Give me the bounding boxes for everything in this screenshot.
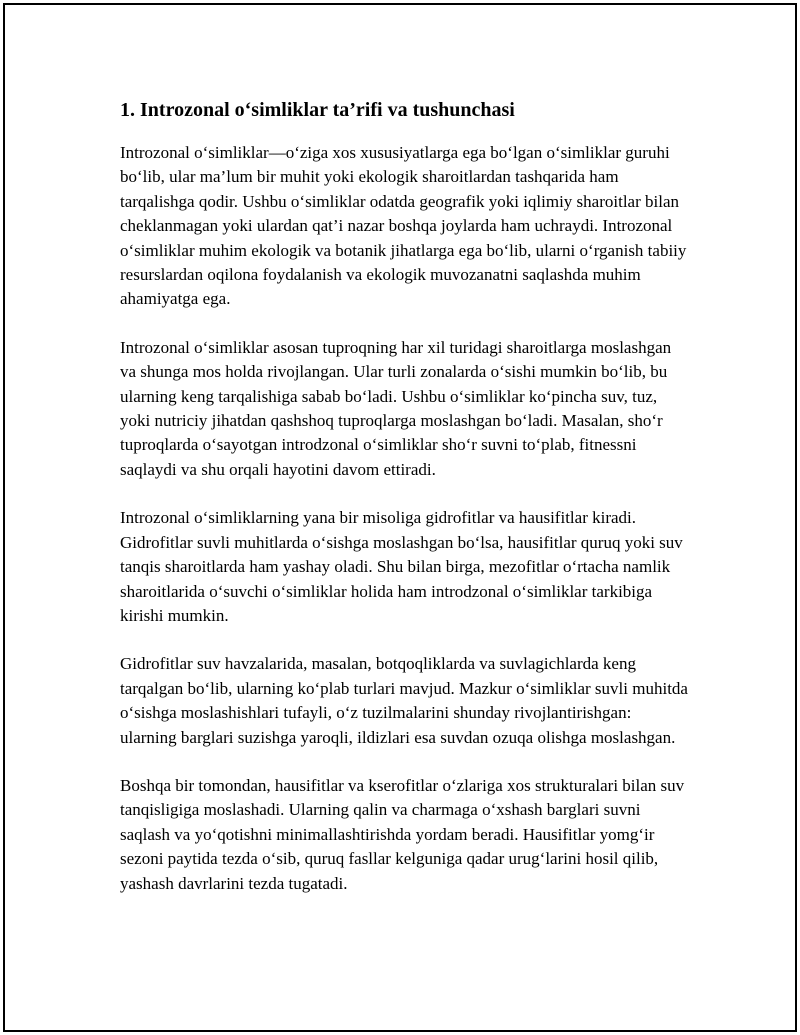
paragraph-3: Introzonal oʻsimliklarning yana bir misoliga gidrofitlar va hausifitlar kiradi. Gidrofitlar suvli muhitlarda oʻsishga moslashgan boʻlsa, hausifitlar quruq yoki suv tanqis sharoitlarda ham yashay oladi. Shu bilan birga, mezofitlar oʻrtacha namlik sharoitlarida oʻsuvchi oʻsimliklar holida ham introdzonal oʻsimliklar tarkibiga kirishi mumkin. — [120, 508, 683, 625]
paragraph-4: Gidrofitlar suv havzalarida, masalan, botqoqliklarda va suvlagichlarda keng tarqalgan boʻlib, ularning koʻplab turlari mavjud. Mazkur oʻsimliklar suvli muhitda oʻsishga moslashishlari tufayli, oʻz tuzilmalarini shunday rivojlantirishgan: ularning barglari suzishga yaroqli, ildizlari esa suvdan ozuqa olishga moslashgan. — [120, 654, 688, 747]
paragraph-5: Boshqa bir tomondan, hausifitlar va kserofitlar oʻzlariga xos strukturalari bilan suv tanqisligiga moslashadi. Ularning qalin va charmaga oʻxshash barglari suvni saqlash va yoʻqotishni minimallashtirishda yordam beradi. Hausifitlar yomgʻir sezoni paytida tezda oʻsib, quruq fasllar kelguniga qadar urugʻlarini hosil qilib, yashash davrlarini tezda tugatadi. — [120, 775, 685, 893]
section-heading: 1. Introzonal oʻsimliklar ta’rifi va tushunchasi — [120, 99, 515, 121]
document-page — [3, 3, 797, 1032]
document-body — [120, 97, 690, 920]
paragraph-1: Introzonal oʻsimliklar—oʻziga xos xususiyatlarga ega boʻlgan oʻsimliklar guruhi boʻlib, ular ma’lum bir muhit yoki ekologik sharoitlardan tashqarida ham tarqalishga qodir. Ushbu oʻsimliklar odatda geografik yoki iqlimiy sharoitlar bilan cheklanmagan yoki ulardan qat’i nazar boshqa joylarda ham uchraydi. Introzonal oʻsimliklar muhim ekologik va botanik jihatlarga ega boʻlib, ularni oʻrganish tabiiy resurslardan oqilona foydalanish va ekologik muvozanatni saqlashda muhim ahamiyatga ega. — [120, 143, 687, 309]
paragraph-2: Introzonal oʻsimliklar asosan tuproqning har xil turidagi sharoitlarga moslashgan va shunga mos holda rivojlangan. Ular turli zonalarda oʻsishi mumkin boʻlib, bu ularning keng tarqalishiga sabab boʻladi. Ushbu oʻsimliklar koʻpincha suv, tuz, yoki nutriciy jihatdan qashshoq tuproqlarga moslashgan boʻladi. Masalan, shoʻr tuproqlarda oʻsayotgan introdzonal oʻsimliklar shoʻr suvni toʻplab, fitnessni saqlaydi va shu orqali hayotini davom ettiradi. — [120, 337, 672, 479]
